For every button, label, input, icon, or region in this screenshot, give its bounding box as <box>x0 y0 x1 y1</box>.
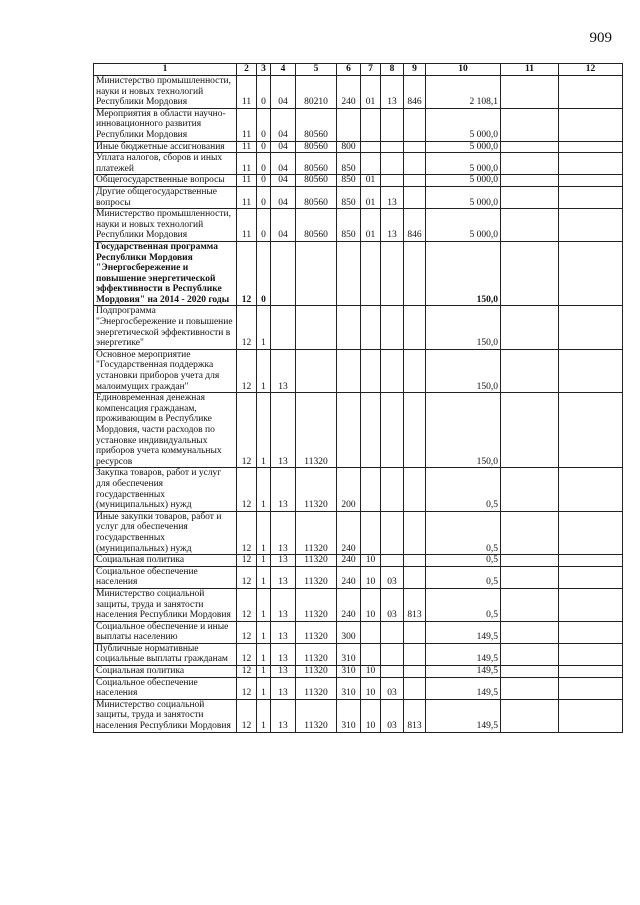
cell-col-3: 0 <box>257 175 271 187</box>
cell-col-12 <box>559 108 623 141</box>
cell-col-9: 813 <box>404 588 426 621</box>
cell-col-2: 12 <box>237 306 257 349</box>
cell-col-10: 150,0 <box>426 241 501 306</box>
cell-col-7 <box>361 468 381 511</box>
cell-col-5: 80210 <box>296 76 337 109</box>
cell-col-6: 310 <box>337 699 361 732</box>
column-header: 10 <box>426 64 501 76</box>
column-header: 2 <box>237 64 257 76</box>
table-row <box>94 349 623 392</box>
table-row <box>94 186 623 208</box>
row-name-cell: Социальная политика <box>94 666 237 678</box>
cell-col-9 <box>404 621 426 643</box>
cell-col-8 <box>381 468 404 511</box>
cell-col-5: 11320 <box>296 588 337 621</box>
page-number: 909 <box>589 30 612 46</box>
cell-col-4: 13 <box>271 643 296 665</box>
cell-col-9 <box>404 175 426 187</box>
row-name-cell: Государственная программа Республики Мордовия "Энергосбережение и повышение энергетической эффективности в Республике Мордовия" на 2014 - 2020 годы <box>94 241 237 306</box>
cell-col-5: 11320 <box>296 699 337 732</box>
cell-col-8: 03 <box>381 566 404 588</box>
cell-col-5: 11320 <box>296 621 337 643</box>
cell-col-2: 11 <box>237 186 257 208</box>
table-row <box>94 108 623 141</box>
cell-col-12 <box>559 468 623 511</box>
cell-col-4: 04 <box>271 108 296 141</box>
cell-col-4: 13 <box>271 468 296 511</box>
cell-col-2: 11 <box>237 141 257 153</box>
row-name-cell: Другие общегосударственные вопросы <box>94 186 237 208</box>
column-header: 1 <box>94 64 237 76</box>
row-name-cell: Закупка товаров, работ и услуг для обеспечения государственных (муниципальных) нужд <box>94 468 237 511</box>
cell-col-2: 12 <box>237 643 257 665</box>
cell-col-3: 0 <box>257 141 271 153</box>
table-row <box>94 468 623 511</box>
cell-col-2: 11 <box>237 175 257 187</box>
cell-col-9 <box>404 141 426 153</box>
cell-col-11 <box>501 643 559 665</box>
cell-col-10: 0,5 <box>426 511 501 554</box>
cell-col-12 <box>559 153 623 175</box>
row-name-cell: Социальное обеспечение населения <box>94 677 237 699</box>
cell-col-3: 1 <box>257 306 271 349</box>
cell-col-10: 149,5 <box>426 677 501 699</box>
cell-col-8: 13 <box>381 209 404 242</box>
column-header: 5 <box>296 64 337 76</box>
cell-col-11 <box>501 306 559 349</box>
cell-col-2: 12 <box>237 349 257 392</box>
cell-col-8: 03 <box>381 677 404 699</box>
cell-col-4: 04 <box>271 186 296 208</box>
cell-col-7 <box>361 511 381 554</box>
cell-col-11 <box>501 566 559 588</box>
cell-col-2: 12 <box>237 666 257 678</box>
cell-col-4: 13 <box>271 666 296 678</box>
cell-col-4: 13 <box>271 566 296 588</box>
cell-col-7: 01 <box>361 76 381 109</box>
cell-col-12 <box>559 588 623 621</box>
cell-col-6: 310 <box>337 666 361 678</box>
cell-col-5 <box>296 306 337 349</box>
cell-col-3: 0 <box>257 76 271 109</box>
cell-col-3: 0 <box>257 186 271 208</box>
column-header: 9 <box>404 64 426 76</box>
row-name-cell: Социальное обеспечение и иные выплаты населению <box>94 621 237 643</box>
cell-col-12 <box>559 666 623 678</box>
cell-col-4: 04 <box>271 153 296 175</box>
row-name-cell: Публичные нормативные социальные выплаты гражданам <box>94 643 237 665</box>
cell-col-9 <box>404 643 426 665</box>
cell-col-2: 12 <box>237 241 257 306</box>
cell-col-7 <box>361 141 381 153</box>
cell-col-11 <box>501 468 559 511</box>
row-name-cell: Министерство социальной защиты, труда и занятости населения Республики Мордовия <box>94 588 237 621</box>
cell-col-6: 850 <box>337 209 361 242</box>
cell-col-2: 11 <box>237 153 257 175</box>
cell-col-6: 850 <box>337 175 361 187</box>
cell-col-11 <box>501 108 559 141</box>
cell-col-2: 12 <box>237 511 257 554</box>
table-row <box>94 588 623 621</box>
cell-col-5 <box>296 349 337 392</box>
cell-col-6 <box>337 108 361 141</box>
cell-col-5: 11320 <box>296 468 337 511</box>
cell-col-11 <box>501 555 559 567</box>
cell-col-6: 310 <box>337 643 361 665</box>
cell-col-10: 149,5 <box>426 621 501 643</box>
cell-col-2: 11 <box>237 108 257 141</box>
cell-col-7 <box>361 621 381 643</box>
cell-col-2: 12 <box>237 677 257 699</box>
cell-col-8 <box>381 511 404 554</box>
cell-col-7 <box>361 108 381 141</box>
cell-col-12 <box>559 643 623 665</box>
row-name-cell: Основное мероприятие "Государственная поддержка установки приборов учета для малоимущих граждан" <box>94 349 237 392</box>
cell-col-12 <box>559 209 623 242</box>
cell-col-3: 0 <box>257 153 271 175</box>
cell-col-5: 11320 <box>296 566 337 588</box>
budget-table <box>93 63 623 733</box>
column-header: 7 <box>361 64 381 76</box>
cell-col-6: 850 <box>337 153 361 175</box>
row-name-cell: Мероприятия в области научно-инновационного развития Республики Мордовия <box>94 108 237 141</box>
cell-col-2: 11 <box>237 76 257 109</box>
cell-col-11 <box>501 76 559 109</box>
cell-col-2: 12 <box>237 555 257 567</box>
cell-col-8: 03 <box>381 588 404 621</box>
cell-col-8 <box>381 175 404 187</box>
cell-col-9 <box>404 566 426 588</box>
cell-col-6 <box>337 393 361 468</box>
cell-col-12 <box>559 241 623 306</box>
cell-col-12 <box>559 186 623 208</box>
cell-col-3: 1 <box>257 393 271 468</box>
table-row <box>94 153 623 175</box>
cell-col-6: 200 <box>337 468 361 511</box>
cell-col-11 <box>501 677 559 699</box>
cell-col-4: 13 <box>271 555 296 567</box>
cell-col-4: 13 <box>271 393 296 468</box>
row-name-cell: Министерство социальной защиты, труда и занятости населения Республики Мордовия <box>94 699 237 732</box>
cell-col-8 <box>381 349 404 392</box>
cell-col-8: 03 <box>381 699 404 732</box>
cell-col-3: 0 <box>257 241 271 306</box>
cell-col-11 <box>501 588 559 621</box>
cell-col-10: 5 000,0 <box>426 141 501 153</box>
cell-col-5: 11320 <box>296 666 337 678</box>
table-row <box>94 621 623 643</box>
cell-col-12 <box>559 393 623 468</box>
cell-col-12 <box>559 699 623 732</box>
cell-col-5: 11320 <box>296 555 337 567</box>
cell-col-11 <box>501 349 559 392</box>
cell-col-8 <box>381 306 404 349</box>
cell-col-10: 0,5 <box>426 555 501 567</box>
cell-col-9 <box>404 511 426 554</box>
cell-col-7 <box>361 306 381 349</box>
cell-col-11 <box>501 621 559 643</box>
cell-col-9 <box>404 393 426 468</box>
cell-col-5 <box>296 241 337 306</box>
cell-col-7: 10 <box>361 555 381 567</box>
cell-col-4 <box>271 306 296 349</box>
cell-col-4: 13 <box>271 511 296 554</box>
cell-col-5: 11320 <box>296 511 337 554</box>
cell-col-5: 80560 <box>296 153 337 175</box>
row-name-cell: Общегосударственные вопросы <box>94 175 237 187</box>
cell-col-6: 240 <box>337 588 361 621</box>
cell-col-4: 04 <box>271 141 296 153</box>
table-row <box>94 666 623 678</box>
column-header: 8 <box>381 64 404 76</box>
cell-col-8: 13 <box>381 186 404 208</box>
cell-col-6: 240 <box>337 76 361 109</box>
cell-col-9: 846 <box>404 209 426 242</box>
cell-col-4 <box>271 241 296 306</box>
cell-col-6: 240 <box>337 511 361 554</box>
cell-col-4: 13 <box>271 699 296 732</box>
cell-col-11 <box>501 141 559 153</box>
cell-col-10: 149,5 <box>426 666 501 678</box>
column-header: 4 <box>271 64 296 76</box>
cell-col-2: 12 <box>237 393 257 468</box>
cell-col-7: 10 <box>361 566 381 588</box>
cell-col-5: 11320 <box>296 643 337 665</box>
cell-col-9 <box>404 468 426 511</box>
table-row <box>94 643 623 665</box>
cell-col-3: 0 <box>257 209 271 242</box>
row-name-cell: Министерство промышленности, науки и новых технологий Республики Мордовия <box>94 209 237 242</box>
cell-col-2: 12 <box>237 468 257 511</box>
cell-col-7 <box>361 153 381 175</box>
cell-col-2: 12 <box>237 621 257 643</box>
row-name-cell: Единовременная денежная компенсация гражданам, проживающим в Республике Мордовия, части расходов по установке индивидуальных приборов учета коммунальных ресурсов <box>94 393 237 468</box>
table-row <box>94 76 623 109</box>
cell-col-11 <box>501 393 559 468</box>
cell-col-10: 150,0 <box>426 349 501 392</box>
cell-col-9 <box>404 186 426 208</box>
table-row <box>94 393 623 468</box>
cell-col-2: 12 <box>237 699 257 732</box>
table-row <box>94 306 623 349</box>
cell-col-9 <box>404 108 426 141</box>
row-name-cell: Социальное обеспечение населения <box>94 566 237 588</box>
cell-col-4: 13 <box>271 349 296 392</box>
cell-col-3: 1 <box>257 699 271 732</box>
cell-col-10: 5 000,0 <box>426 108 501 141</box>
table-row <box>94 555 623 567</box>
cell-col-2: 12 <box>237 566 257 588</box>
cell-col-9 <box>404 241 426 306</box>
cell-col-3: 1 <box>257 555 271 567</box>
cell-col-6 <box>337 349 361 392</box>
cell-col-12 <box>559 566 623 588</box>
cell-col-7: 10 <box>361 588 381 621</box>
cell-col-4: 13 <box>271 677 296 699</box>
table-row <box>94 677 623 699</box>
cell-col-9 <box>404 153 426 175</box>
cell-col-4: 04 <box>271 76 296 109</box>
row-name-cell: Социальная политика <box>94 555 237 567</box>
cell-col-4: 04 <box>271 209 296 242</box>
cell-col-8 <box>381 108 404 141</box>
cell-col-12 <box>559 76 623 109</box>
cell-col-10: 5 000,0 <box>426 209 501 242</box>
table-row <box>94 141 623 153</box>
cell-col-10: 149,5 <box>426 643 501 665</box>
cell-col-5: 80560 <box>296 175 337 187</box>
cell-col-8 <box>381 141 404 153</box>
cell-col-9: 813 <box>404 699 426 732</box>
cell-col-5: 80560 <box>296 141 337 153</box>
cell-col-8 <box>381 555 404 567</box>
table-row <box>94 241 623 306</box>
cell-col-10: 5 000,0 <box>426 186 501 208</box>
cell-col-2: 11 <box>237 209 257 242</box>
cell-col-12 <box>559 349 623 392</box>
cell-col-11 <box>501 666 559 678</box>
cell-col-6: 800 <box>337 141 361 153</box>
cell-col-7: 10 <box>361 666 381 678</box>
cell-col-9 <box>404 555 426 567</box>
cell-col-6 <box>337 306 361 349</box>
cell-col-12 <box>559 677 623 699</box>
cell-col-12 <box>559 306 623 349</box>
column-header: 3 <box>257 64 271 76</box>
cell-col-7 <box>361 393 381 468</box>
column-header: 11 <box>501 64 559 76</box>
cell-col-7: 01 <box>361 175 381 187</box>
cell-col-10: 150,0 <box>426 306 501 349</box>
cell-col-8 <box>381 666 404 678</box>
row-name-cell: Уплата налогов, сборов и иных платежей <box>94 153 237 175</box>
cell-col-8 <box>381 241 404 306</box>
cell-col-10: 5 000,0 <box>426 153 501 175</box>
cell-col-5: 80560 <box>296 108 337 141</box>
cell-col-11 <box>501 241 559 306</box>
cell-col-8 <box>381 153 404 175</box>
row-name-cell: Иные закупки товаров, работ и услуг для обеспечения государственных (муниципальных) нужд <box>94 511 237 554</box>
cell-col-9 <box>404 666 426 678</box>
cell-col-5: 11320 <box>296 393 337 468</box>
cell-col-7 <box>361 241 381 306</box>
cell-col-8 <box>381 393 404 468</box>
cell-col-6: 240 <box>337 566 361 588</box>
cell-col-9 <box>404 677 426 699</box>
header-row <box>94 64 623 76</box>
cell-col-6 <box>337 241 361 306</box>
cell-col-12 <box>559 175 623 187</box>
cell-col-3: 1 <box>257 349 271 392</box>
cell-col-3: 1 <box>257 588 271 621</box>
cell-col-4: 13 <box>271 621 296 643</box>
cell-col-4: 04 <box>271 175 296 187</box>
cell-col-7: 10 <box>361 699 381 732</box>
cell-col-5: 11320 <box>296 677 337 699</box>
table-row <box>94 566 623 588</box>
cell-col-10: 0,5 <box>426 468 501 511</box>
cell-col-3: 1 <box>257 511 271 554</box>
table-row <box>94 175 623 187</box>
cell-col-7 <box>361 643 381 665</box>
cell-col-4: 13 <box>271 588 296 621</box>
cell-col-3: 0 <box>257 108 271 141</box>
cell-col-12 <box>559 511 623 554</box>
cell-col-9: 846 <box>404 76 426 109</box>
cell-col-10: 5 000,0 <box>426 175 501 187</box>
cell-col-7: 01 <box>361 186 381 208</box>
cell-col-10: 0,5 <box>426 588 501 621</box>
cell-col-3: 1 <box>257 621 271 643</box>
cell-col-3: 1 <box>257 643 271 665</box>
cell-col-10: 0,5 <box>426 566 501 588</box>
cell-col-3: 1 <box>257 666 271 678</box>
cell-col-10: 150,0 <box>426 393 501 468</box>
row-name-cell: Министерство промышленности, науки и новых технологий Республики Мордовия <box>94 76 237 109</box>
cell-col-7: 01 <box>361 209 381 242</box>
cell-col-8 <box>381 643 404 665</box>
cell-col-7: 10 <box>361 677 381 699</box>
cell-col-3: 1 <box>257 566 271 588</box>
cell-col-6: 240 <box>337 555 361 567</box>
column-header: 12 <box>559 64 623 76</box>
cell-col-8 <box>381 621 404 643</box>
cell-col-9 <box>404 306 426 349</box>
column-header: 6 <box>337 64 361 76</box>
cell-col-11 <box>501 699 559 732</box>
cell-col-12 <box>559 621 623 643</box>
cell-col-11 <box>501 153 559 175</box>
cell-col-10: 2 108,1 <box>426 76 501 109</box>
cell-col-2: 12 <box>237 588 257 621</box>
cell-col-3: 1 <box>257 468 271 511</box>
cell-col-6: 850 <box>337 186 361 208</box>
cell-col-6: 310 <box>337 677 361 699</box>
table-row <box>94 699 623 732</box>
cell-col-10: 149,5 <box>426 699 501 732</box>
cell-col-8: 13 <box>381 76 404 109</box>
cell-col-3: 1 <box>257 677 271 699</box>
row-name-cell: Подпрограмма "Энергосбережение и повышение энергетической эффективности в энергетике" <box>94 306 237 349</box>
cell-col-11 <box>501 209 559 242</box>
cell-col-5: 80560 <box>296 209 337 242</box>
table-row <box>94 209 623 242</box>
cell-col-11 <box>501 511 559 554</box>
cell-col-12 <box>559 141 623 153</box>
cell-col-12 <box>559 555 623 567</box>
cell-col-9 <box>404 349 426 392</box>
table-row <box>94 511 623 554</box>
row-name-cell: Иные бюджетные ассигнования <box>94 141 237 153</box>
cell-col-7 <box>361 349 381 392</box>
cell-col-6: 300 <box>337 621 361 643</box>
cell-col-5: 80560 <box>296 186 337 208</box>
cell-col-11 <box>501 175 559 187</box>
cell-col-11 <box>501 186 559 208</box>
